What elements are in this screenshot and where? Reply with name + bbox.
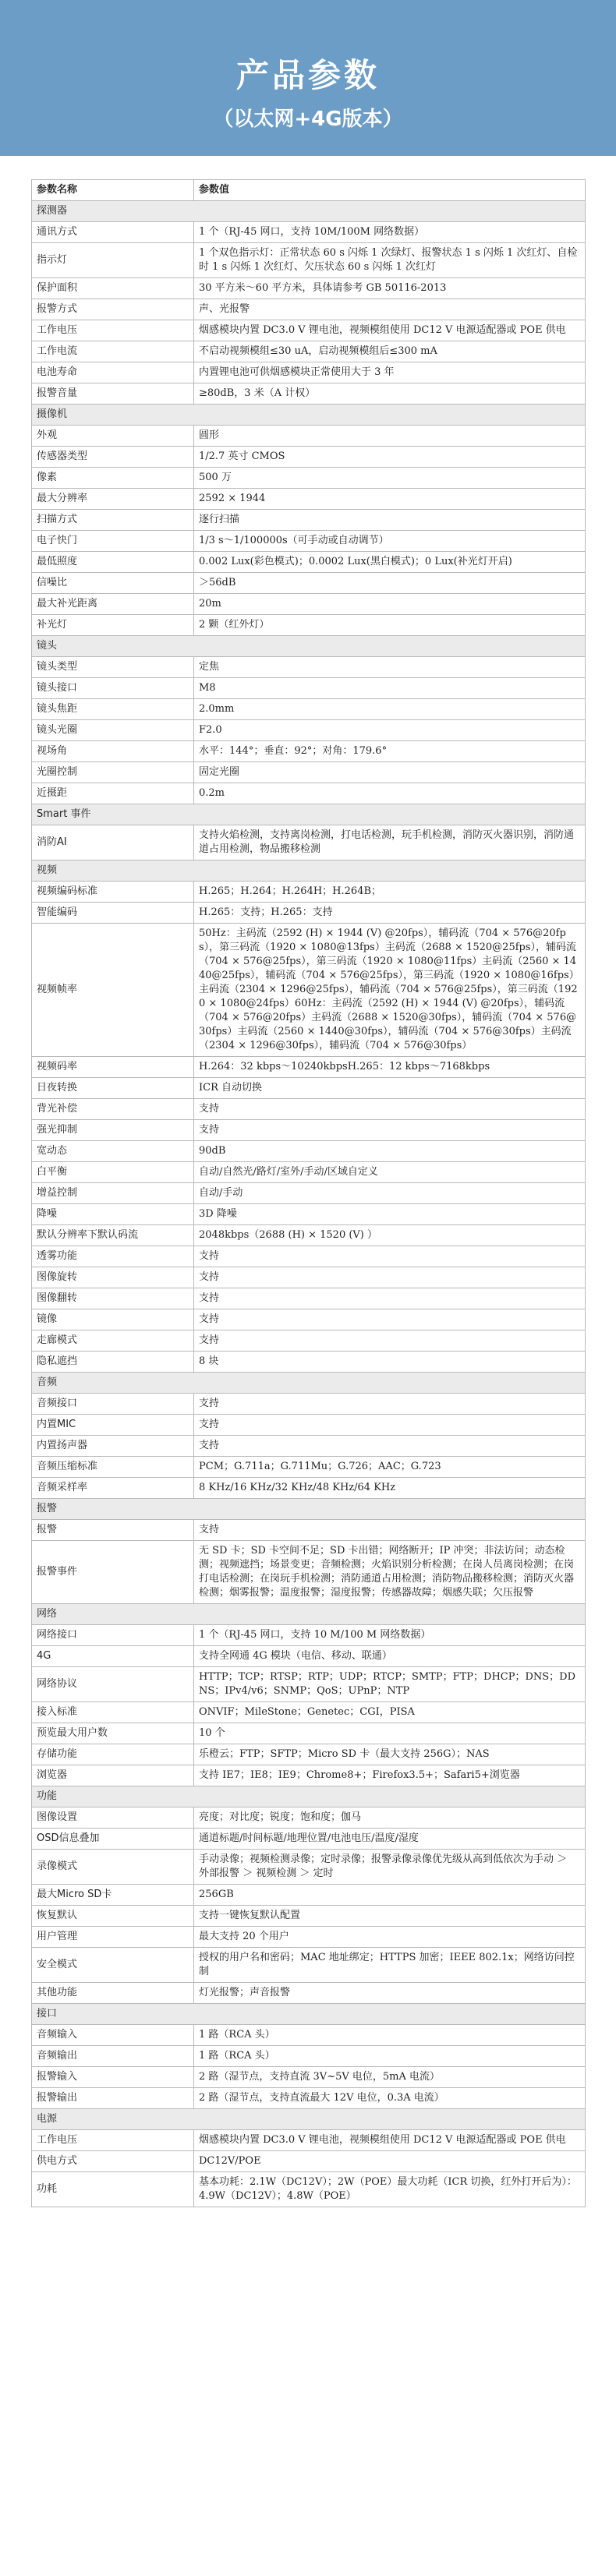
param-name: 镜头接口 (32, 678, 194, 699)
param-name: 光圈控制 (32, 762, 194, 783)
param-name: 日夜转换 (32, 1078, 194, 1099)
param-value: 基本功耗：2.1W（DC12V）；2W（POE）最大功耗（ICR 切换，红外打开后为）：4.9W（DC12V）；4.8W（POE） (194, 2172, 586, 2207)
table-row (32, 762, 586, 783)
section-title: 视频 (32, 860, 586, 882)
param-name: 网络接口 (32, 1625, 194, 1646)
param-value: 自动/手动 (194, 1183, 586, 1204)
table-row (32, 1457, 586, 1478)
section-row (32, 804, 586, 825)
param-value: 通道标题/时间标题/地理位置/电池电压/温度/湿度 (194, 1829, 586, 1850)
table-row (32, 2172, 586, 2207)
section-title: 镜头 (32, 636, 586, 657)
param-value: 支持 (194, 1309, 586, 1330)
table-row (32, 362, 586, 383)
param-value: 2592 × 1944 (194, 489, 586, 510)
param-name: 外观 (32, 426, 194, 447)
param-name: 内置MIC (32, 1415, 194, 1436)
param-value: 1 个（RJ-45 网口，支持 10M/100M 网络数据） (194, 222, 586, 243)
page-subtitle: （以太网+4G版本） (213, 108, 403, 131)
table-row (32, 903, 586, 924)
param-value: 内置锂电池可供烟感模块正常使用大于 3 年 (194, 362, 586, 383)
param-value: 50Hz：主码流（2592 (H) × 1944 (V) @20fps），辅码流（704 × 576@20fps），第三码流（1920 × 1080@13fps）主码流（2688 × 1520@25fps），辅码流（704 × 576@25fps），第三码流（1920 × 1080@11fps）主码流（2560 × 1440@25fps），辅码流（704 × 576@25fps），第三码流（1920 × 1080@16fps）主码流（2304 × 1296@25fps），辅码流（704 × 576@25fps），第三码流（1920 × 1080@24fps）60Hz：主码流（2592 (H) × 1944 (V) @20fps），辅码流（704 × 576@20fps）主码流（2688 × 1520@30fps），辅码流（704 × 576@30fps）主码流（2560 × 1440@30fps），辅码流（704 × 576@30fps）主码流（2304 × 1296@30fps），辅码流（704 × 576@30fps） (194, 924, 586, 1057)
param-name: 功耗 (32, 2172, 194, 2207)
table-row (32, 1204, 586, 1225)
param-name: 图像旋转 (32, 1267, 194, 1288)
param-name: 近摄距 (32, 783, 194, 804)
param-value: 支持 (194, 1330, 586, 1352)
param-value: 0.002 Lux(彩色模式)；0.0002 Lux(黑白模式)；0 Lux(补光灯开启) (194, 552, 586, 573)
table-row (32, 1850, 586, 1885)
table-row (32, 1246, 586, 1267)
table-row (32, 2025, 586, 2046)
table-row (32, 1906, 586, 1927)
param-name: 背光补偿 (32, 1099, 194, 1120)
param-value: 90dB (194, 1141, 586, 1162)
param-value: 固定光圈 (194, 762, 586, 783)
param-name: 报警方式 (32, 299, 194, 320)
param-name: 默认分辨率下默认码流 (32, 1225, 194, 1246)
table-row (32, 783, 586, 804)
section-title: 电源 (32, 2109, 586, 2130)
param-name: 镜头光圈 (32, 720, 194, 741)
table-row (32, 657, 586, 678)
param-name: 接入标准 (32, 1702, 194, 1723)
table-row (32, 510, 586, 531)
spec-table-body (32, 180, 586, 2207)
param-value: 支持 (194, 1288, 586, 1309)
param-name: 白平衡 (32, 1162, 194, 1183)
section-title: Smart 事件 (32, 804, 586, 825)
table-row (32, 1667, 586, 1702)
param-name: 最大分辨率 (32, 489, 194, 510)
table-row (32, 1625, 586, 1646)
table-row (32, 320, 586, 341)
param-name: 隐私遮挡 (32, 1352, 194, 1373)
table-row (32, 1352, 586, 1373)
param-value: 8 KHz/16 KHz/32 KHz/48 KHz/64 KHz (194, 1478, 586, 1499)
param-value: 支持 (194, 1099, 586, 1120)
param-value: 亮度；对比度；锐度；饱和度；伽马 (194, 1807, 586, 1829)
param-name: 电子快门 (32, 531, 194, 552)
param-name: 视频帧率 (32, 924, 194, 1057)
param-name: 音频压缩标准 (32, 1457, 194, 1478)
table-row (32, 1415, 586, 1436)
param-name: 走廊模式 (32, 1330, 194, 1352)
section-row (32, 2004, 586, 2025)
table-row (32, 1288, 586, 1309)
param-name: 音频接口 (32, 1394, 194, 1415)
param-name: 工作电压 (32, 2130, 194, 2151)
param-name: 补光灯 (32, 615, 194, 636)
spec-table (31, 179, 586, 2207)
param-name: 存储功能 (32, 1744, 194, 1765)
param-value: 1/2.7 英寸 CMOS (194, 447, 586, 468)
param-name: 报警输入 (32, 2067, 194, 2088)
table-row (32, 1983, 586, 2004)
table-row (32, 531, 586, 552)
param-name: 镜头类型 (32, 657, 194, 678)
table-row (32, 1927, 586, 1948)
table-row (32, 594, 586, 615)
param-name: 保护面积 (32, 278, 194, 299)
table-row (32, 1436, 586, 1457)
page-header (0, 0, 616, 156)
param-name: 音频输出 (32, 2046, 194, 2067)
table-row (32, 924, 586, 1057)
param-value: DC12V/POE (194, 2151, 586, 2172)
param-name: 降噪 (32, 1204, 194, 1225)
section-row (32, 860, 586, 882)
table-row (32, 1267, 586, 1288)
param-name: 浏览器 (32, 1765, 194, 1786)
param-name: 工作电压 (32, 320, 194, 341)
param-name: 报警 (32, 1520, 194, 1541)
param-name: 网络协议 (32, 1667, 194, 1702)
param-value: PCM；G.711a；G.711Mu；G.726；AAC；G.723 (194, 1457, 586, 1478)
param-value: 不启动视频模组≤30 uA，启动视频模组后≤300 mA (194, 341, 586, 362)
param-value: 8 块 (194, 1352, 586, 1373)
param-value: M8 (194, 678, 586, 699)
param-value: 支持火焰检测，支持离岗检测，打电话检测，玩手机检测，消防灭火器识别，消防通道占用检测，物品搬移检测 (194, 825, 586, 860)
section-row (32, 2109, 586, 2130)
param-value: 支持 IE7；IE8；IE9；Chrome8+；Firefox3.5+；Safari5+浏览器 (194, 1765, 586, 1786)
param-value: F2.0 (194, 720, 586, 741)
param-name: 最大Micro SD卡 (32, 1885, 194, 1906)
param-value: 烟感模块内置 DC3.0 V 锂电池，视频模组使用 DC12 V 电源适配器或 POE 供电 (194, 2130, 586, 2151)
param-value: 1 路（RCA 头） (194, 2025, 586, 2046)
table-row (32, 1057, 586, 1078)
param-value: ＞56dB (194, 573, 586, 594)
param-name: 强光抑制 (32, 1120, 194, 1141)
param-name: 视频码率 (32, 1057, 194, 1078)
param-value: 支持一键恢复默认配置 (194, 1906, 586, 1927)
param-name: 宽动态 (32, 1141, 194, 1162)
table-row (32, 1394, 586, 1415)
table-row (32, 426, 586, 447)
param-value: 1/3 s～1/100000s（可手动或自动调节） (194, 531, 586, 552)
param-value: 1 个（RJ-45 网口，支持 10 M/100 M 网络数据） (194, 1625, 586, 1646)
param-name: 视场角 (32, 741, 194, 762)
table-row (32, 2088, 586, 2109)
param-value: 手动录像；视频检测录像；定时录像；报警录像录像优先级从高到低依次为手动 ＞ 外部报警 ＞ 视频检测 ＞ 定时 (194, 1850, 586, 1885)
table-row (32, 1948, 586, 1983)
param-name: 视频编码标准 (32, 882, 194, 903)
param-name: 传感器类型 (32, 447, 194, 468)
param-value: 支持全网通 4G 模块（电信、移动、联通） (194, 1646, 586, 1667)
table-row (32, 1225, 586, 1246)
param-value: 2.0mm (194, 699, 586, 720)
param-name: 恢复默认 (32, 1906, 194, 1927)
section-row (32, 1786, 586, 1807)
param-value: 支持 (194, 1394, 586, 1415)
param-name: 供电方式 (32, 2151, 194, 2172)
param-name: 通讯方式 (32, 222, 194, 243)
param-value: 2 路（湿节点，支持直流 3V~5V 电位，5mA 电流） (194, 2067, 586, 2088)
table-row (32, 720, 586, 741)
table-row (32, 1162, 586, 1183)
param-name: 最大补光距离 (32, 594, 194, 615)
param-value: 授权的用户名和密码；MAC 地址绑定；HTTPS 加密；IEEE 802.1x；网络访问控制 (194, 1948, 586, 1983)
param-value: H.264：32 kbps～10240kbpsH.265：12 kbps～7168kbps (194, 1057, 586, 1078)
table-row (32, 1829, 586, 1850)
table-row (32, 383, 586, 405)
table-row (32, 1330, 586, 1352)
param-value: 定焦 (194, 657, 586, 678)
param-name: 录像模式 (32, 1850, 194, 1885)
section-row (32, 1373, 586, 1394)
param-value: ONVIF；MileStone；Genetec；CGI，PISA (194, 1702, 586, 1723)
param-value: 500 万 (194, 468, 586, 489)
param-value: 无 SD 卡；SD 卡空间不足；SD 卡出错；网络断开；IP 冲突；非法访问；动态检测；视频遮挡；场景变更；音频检测；火焰识别分析检测；在岗人员离岗检测；在岗打电话检测；在岗玩手机检测；消防通道占用检测；消防物品搬移检测；消防灭火器检测；烟雾报警；温度报警；湿度报警；传感器故障；烟感失联；欠压报警 (194, 1541, 586, 1604)
param-value: 自动/自然光/路灯/室外/手动/区域自定义 (194, 1162, 586, 1183)
param-name: 音频采样率 (32, 1478, 194, 1499)
table-row (32, 1183, 586, 1204)
table-row (32, 1309, 586, 1330)
param-value: 支持 (194, 1120, 586, 1141)
param-value: 1 路（RCA 头） (194, 2046, 586, 2067)
param-value: 10 个 (194, 1723, 586, 1744)
param-value: 最大支持 20 个用户 (194, 1927, 586, 1948)
section-title: 探测器 (32, 201, 586, 222)
param-name: 工作电流 (32, 341, 194, 362)
section-row (32, 1499, 586, 1520)
param-name: 信噪比 (32, 573, 194, 594)
table-row (32, 552, 586, 573)
section-row (32, 636, 586, 657)
param-name: 指示灯 (32, 243, 194, 278)
param-name: 镜头焦距 (32, 699, 194, 720)
param-name: 消防AI (32, 825, 194, 860)
table-row (32, 243, 586, 278)
param-value: 圆形 (194, 426, 586, 447)
param-name: 音频输入 (32, 2025, 194, 2046)
table-row (32, 1744, 586, 1765)
section-title: 功能 (32, 1786, 586, 1807)
param-name: 用户管理 (32, 1927, 194, 1948)
param-name: 电池寿命 (32, 362, 194, 383)
table-row (32, 741, 586, 762)
param-value: ≥80dB，3 米（A 计权） (194, 383, 586, 405)
param-value: HTTP；TCP；RTSP；RTP；UDP；RTCP；SMTP；FTP；DHCP；DNS；DDNS；IPv4/v6；SNMP；QoS；UPnP；NTP (194, 1667, 586, 1702)
param-name: 图像翻转 (32, 1288, 194, 1309)
table-row (32, 341, 586, 362)
table-row (32, 1099, 586, 1120)
table-row (32, 1520, 586, 1541)
param-value: 支持 (194, 1520, 586, 1541)
param-value: H.265：支持；H.265：支持 (194, 903, 586, 924)
table-row (32, 1765, 586, 1786)
section-row (32, 1604, 586, 1625)
param-name: OSD信息叠加 (32, 1829, 194, 1850)
table-row (32, 2130, 586, 2151)
table-row (32, 1478, 586, 1499)
table-row (32, 299, 586, 320)
table-row (32, 1078, 586, 1099)
param-name: 扫描方式 (32, 510, 194, 531)
table-row (32, 882, 586, 903)
param-name: 报警输出 (32, 2088, 194, 2109)
param-name: 报警事件 (32, 1541, 194, 1604)
param-name: 内置扬声器 (32, 1436, 194, 1457)
table-row (32, 2151, 586, 2172)
param-value: 支持 (194, 1415, 586, 1436)
param-name: 增益控制 (32, 1183, 194, 1204)
table-row (32, 2046, 586, 2067)
param-value: 256GB (194, 1885, 586, 1906)
section-row (32, 201, 586, 222)
column-header-name: 参数名称 (32, 180, 194, 201)
table-row (32, 1702, 586, 1723)
param-value: 支持 (194, 1436, 586, 1457)
section-title: 网络 (32, 1604, 586, 1625)
param-value: 支持 (194, 1267, 586, 1288)
param-value: 支持 (194, 1246, 586, 1267)
section-title: 音频 (32, 1373, 586, 1394)
table-row (32, 278, 586, 299)
param-value: 烟感模块内置 DC3.0 V 锂电池，视频模组使用 DC12 V 电源适配器或 POE 供电 (194, 320, 586, 341)
param-value: H.265；H.264；H.264H；H.264B； (194, 882, 586, 903)
param-value: 乐橙云；FTP；SFTP；Micro SD 卡（最大支持 256G）；NAS (194, 1744, 586, 1765)
table-row (32, 1807, 586, 1829)
section-row (32, 405, 586, 426)
table-row (32, 1646, 586, 1667)
table-row (32, 1723, 586, 1744)
table-row (32, 1141, 586, 1162)
param-value: 3D 降噪 (194, 1204, 586, 1225)
param-value: 声、光报警 (194, 299, 586, 320)
param-name: 像素 (32, 468, 194, 489)
param-name: 图像设置 (32, 1807, 194, 1829)
table-row (32, 489, 586, 510)
param-value: 2 颗（红外灯） (194, 615, 586, 636)
param-name: 镜像 (32, 1309, 194, 1330)
table-row (32, 468, 586, 489)
param-name: 透雾功能 (32, 1246, 194, 1267)
param-name: 报警音量 (32, 383, 194, 405)
param-value: 水平：144°；垂直：92°；对角：179.6° (194, 741, 586, 762)
param-value: ICR 自动切换 (194, 1078, 586, 1099)
table-row (32, 447, 586, 468)
table-row (32, 825, 586, 860)
table-row (32, 573, 586, 594)
param-name: 预览最大用户数 (32, 1723, 194, 1744)
column-header-value: 参数值 (194, 180, 586, 201)
table-row (32, 699, 586, 720)
table-row (32, 222, 586, 243)
param-name: 其他功能 (32, 1983, 194, 2004)
section-title: 报警 (32, 1499, 586, 1520)
param-name: 智能编码 (32, 903, 194, 924)
param-value: 0.2m (194, 783, 586, 804)
param-value: 逐行扫描 (194, 510, 586, 531)
table-row (32, 1541, 586, 1604)
param-value: 1 个双色指示灯：正常状态 60 s 闪烁 1 次绿灯、报警状态 1 s 闪烁 1 次红灯、自检时 1 s 闪烁 1 次红灯、欠压状态 60 s 闪烁 1 次红灯 (194, 243, 586, 278)
table-row (32, 2067, 586, 2088)
param-name: 安全模式 (32, 1948, 194, 1983)
table-row (32, 678, 586, 699)
page-title: 产品参数 (235, 56, 380, 94)
section-title: 接口 (32, 2004, 586, 2025)
param-name: 最低照度 (32, 552, 194, 573)
table-header-row (32, 180, 586, 201)
param-value: 2 路（湿节点，支持直流最大 12V 电位，0.3A 电流） (194, 2088, 586, 2109)
table-row (32, 615, 586, 636)
param-name: 4G (32, 1646, 194, 1667)
table-row (32, 1885, 586, 1906)
param-value: 2048kbps（2688 (H) × 1520 (V) ） (194, 1225, 586, 1246)
param-value: 20m (194, 594, 586, 615)
section-title: 摄像机 (32, 405, 586, 426)
param-value: 灯光报警；声音报警 (194, 1983, 586, 2004)
table-row (32, 1120, 586, 1141)
param-value: 30 平方米～60 平方米，具体请参考 GB 50116-2013 (194, 278, 586, 299)
